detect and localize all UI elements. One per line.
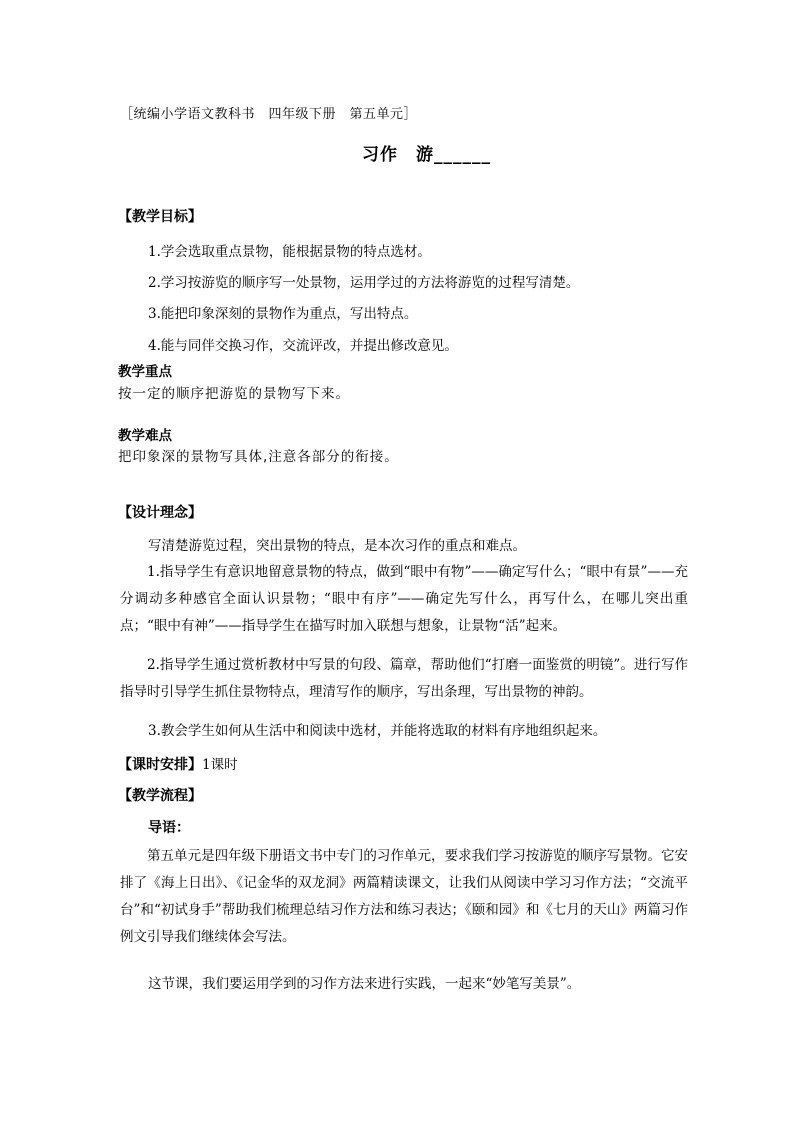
difficulty-heading: 教学难点 (118, 428, 172, 444)
process-paragraph-2: 这节课，我们要运用学到的习作方法来进行实践，一起来“妙笔写美景”。 (148, 976, 581, 992)
objective-item: 2.学习按游览的顺序写一处景物，运用学过的方法将游览的过程写清楚。 (148, 275, 580, 291)
concept-item-1: 1.指导学生有意识地留意景物的特点，做到“眼中有物”——确定写什么；“眼中有景”——充分调动多种感官全面认识景物；“眼中有序”——确定先写什么，再写什么，在哪儿突出重点；“眼中有神”——指导学生在描写时加入联想与想象，让景物“活”起来。 (120, 564, 688, 634)
textbook-header: ［统编小学语文教科书 四年级下册 第五单元］ (120, 107, 418, 122)
difficulty-text: 把印象深的景物写具体,注意各部分的衔接。 (118, 449, 399, 465)
objective-item: 3.能把印象深刻的景物作为重点，写出特点。 (148, 306, 418, 322)
key-point-heading: 教学重点 (118, 364, 172, 380)
page-title: 习作 游______ (362, 145, 491, 165)
objective-item: 4.能与同伴交换习作，交流评改，并提出修改意见。 (148, 338, 458, 354)
intro-label: 导语： (148, 820, 190, 836)
process-heading: 【教学流程】 (118, 788, 202, 804)
concept-item-3: 3.教会学生如何从生活中和阅读中选材，并能将选取的材料有序地组织起来。 (148, 723, 607, 739)
objective-item: 1.学会选取重点景物，能根据景物的特点选材。 (148, 244, 431, 260)
process-paragraph-1: 第五单元是四年级下册语文书中专门的习作单元，要求我们学习按游览的顺序写景物。它安排了《海上日出》、《记金华的双龙洞》两篇精读课文，让我们从阅读中学习习作方法；“交流平台”和“初试身手”帮助我们梳理总结习作方法和练习表达；《颐和园》和《七月的天山》两篇习作例文引导我们继续体会写法。 (120, 848, 688, 945)
schedule-heading: 【课时安排】 (118, 757, 202, 773)
objectives-heading: 【教学目标】 (118, 209, 202, 225)
concept-heading: 【设计理念】 (118, 505, 202, 521)
schedule-value: 1课时 (202, 757, 238, 773)
concept-item-2: 2.指导学生通过赏析教材中写景的句段、篇章，帮助他们“打磨一面鉴赏的明镜”。进行写作指导时引导学生抓住景物特点，理清写作的顺序，写出条理，写出景物的神韵。 (120, 657, 688, 700)
key-point-text: 按一定的顺序把游览的景物写下来。 (118, 386, 350, 402)
schedule-row (118, 753, 238, 774)
concept-intro: 写清楚游览过程，突出景物的特点，是本次习作的重点和难点。 (148, 538, 526, 554)
